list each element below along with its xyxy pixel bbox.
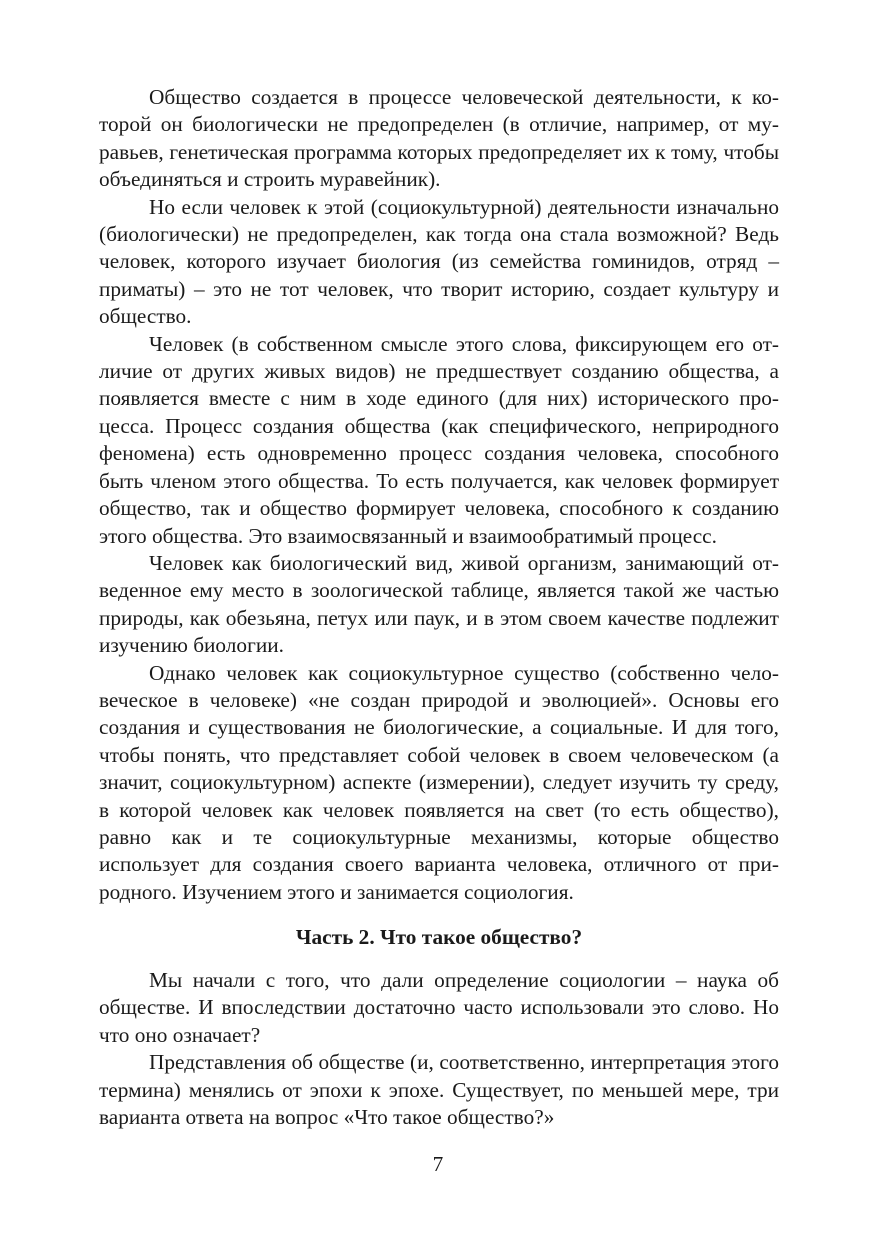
body-text-bottom [99,967,779,1131]
paragraph: Мы начали с того, что дали определение социологии – наука об обществе. И впоследствии достаточно часто использовали это слово. Но что оно означает? [99,968,779,1047]
paragraph: Однако человек как социокультурное существо (собственно человеческое в человеке) «не создан природой и эволюцией». Основы его создания и существования не биологические, а социальные. И для того, чтобы понять, что представляет собой человек в своем человеческом (а значит, социокультурном) аспекте (измерении), следует изучить ту среду, в которой человек как человек появляется на свет (то есть общество), равно как и те социокультурные механизмы, которые общество использует для создания своего варианта человека, отличного от природного. Изучением этого и занимается социология. [99,660,779,904]
section-heading: Часть 2. Что такое общество? [295,925,583,949]
body-text-top [99,84,779,906]
paragraph: Человек как биологический вид, живой организм, занимающий отведенное ему место в зоологической таблице, является такой же частью природы, как обезьяна, петух или паук, и в этом своем качестве подлежит изучению биологии. [99,550,779,658]
paragraph: Общество создается в процессе человеческой деятельности, к которой он биологически не предопределен (в отличие, например, от муравьев, генетическая программа которых предопределяет их к тому, чтобы объединяться и строить муравейник). [99,85,779,192]
paragraph: Но если человек к этой (социокультурной) деятельности изначально (биологически) не предопределен, как тогда она стала возможной? Ведь человек, которого изучает биология (из семейства гоминидов, отряд – приматы) – это не тот человек, что творит историю, создает культуру и общество. [99,194,779,329]
page-number: 7 [432,1152,444,1176]
paragraph: Представления об обществе (и, соответственно, интерпретация этого термина) менялись от эпохи к эпохе. Существует, по меньшей мере, три варианта ответа на вопрос «Что такое общество?» [99,1050,779,1130]
paragraph: Человек (в собственном смысле этого слова, фиксирующем его отличие от других живых видов) не предшествует созданию общества, а появляется вместе с ним в ходе единого (для них) исторического процесса. Процесс создания общества (как специфического, неприродного феномена) есть одновременно процесс создания человека, способного быть членом этого общества. То есть получается, как человек формирует общество, так и общество формирует человека, способного к созданию этого общества. Это взаимосвязанный и взаимообратимый процесс. [99,331,779,548]
